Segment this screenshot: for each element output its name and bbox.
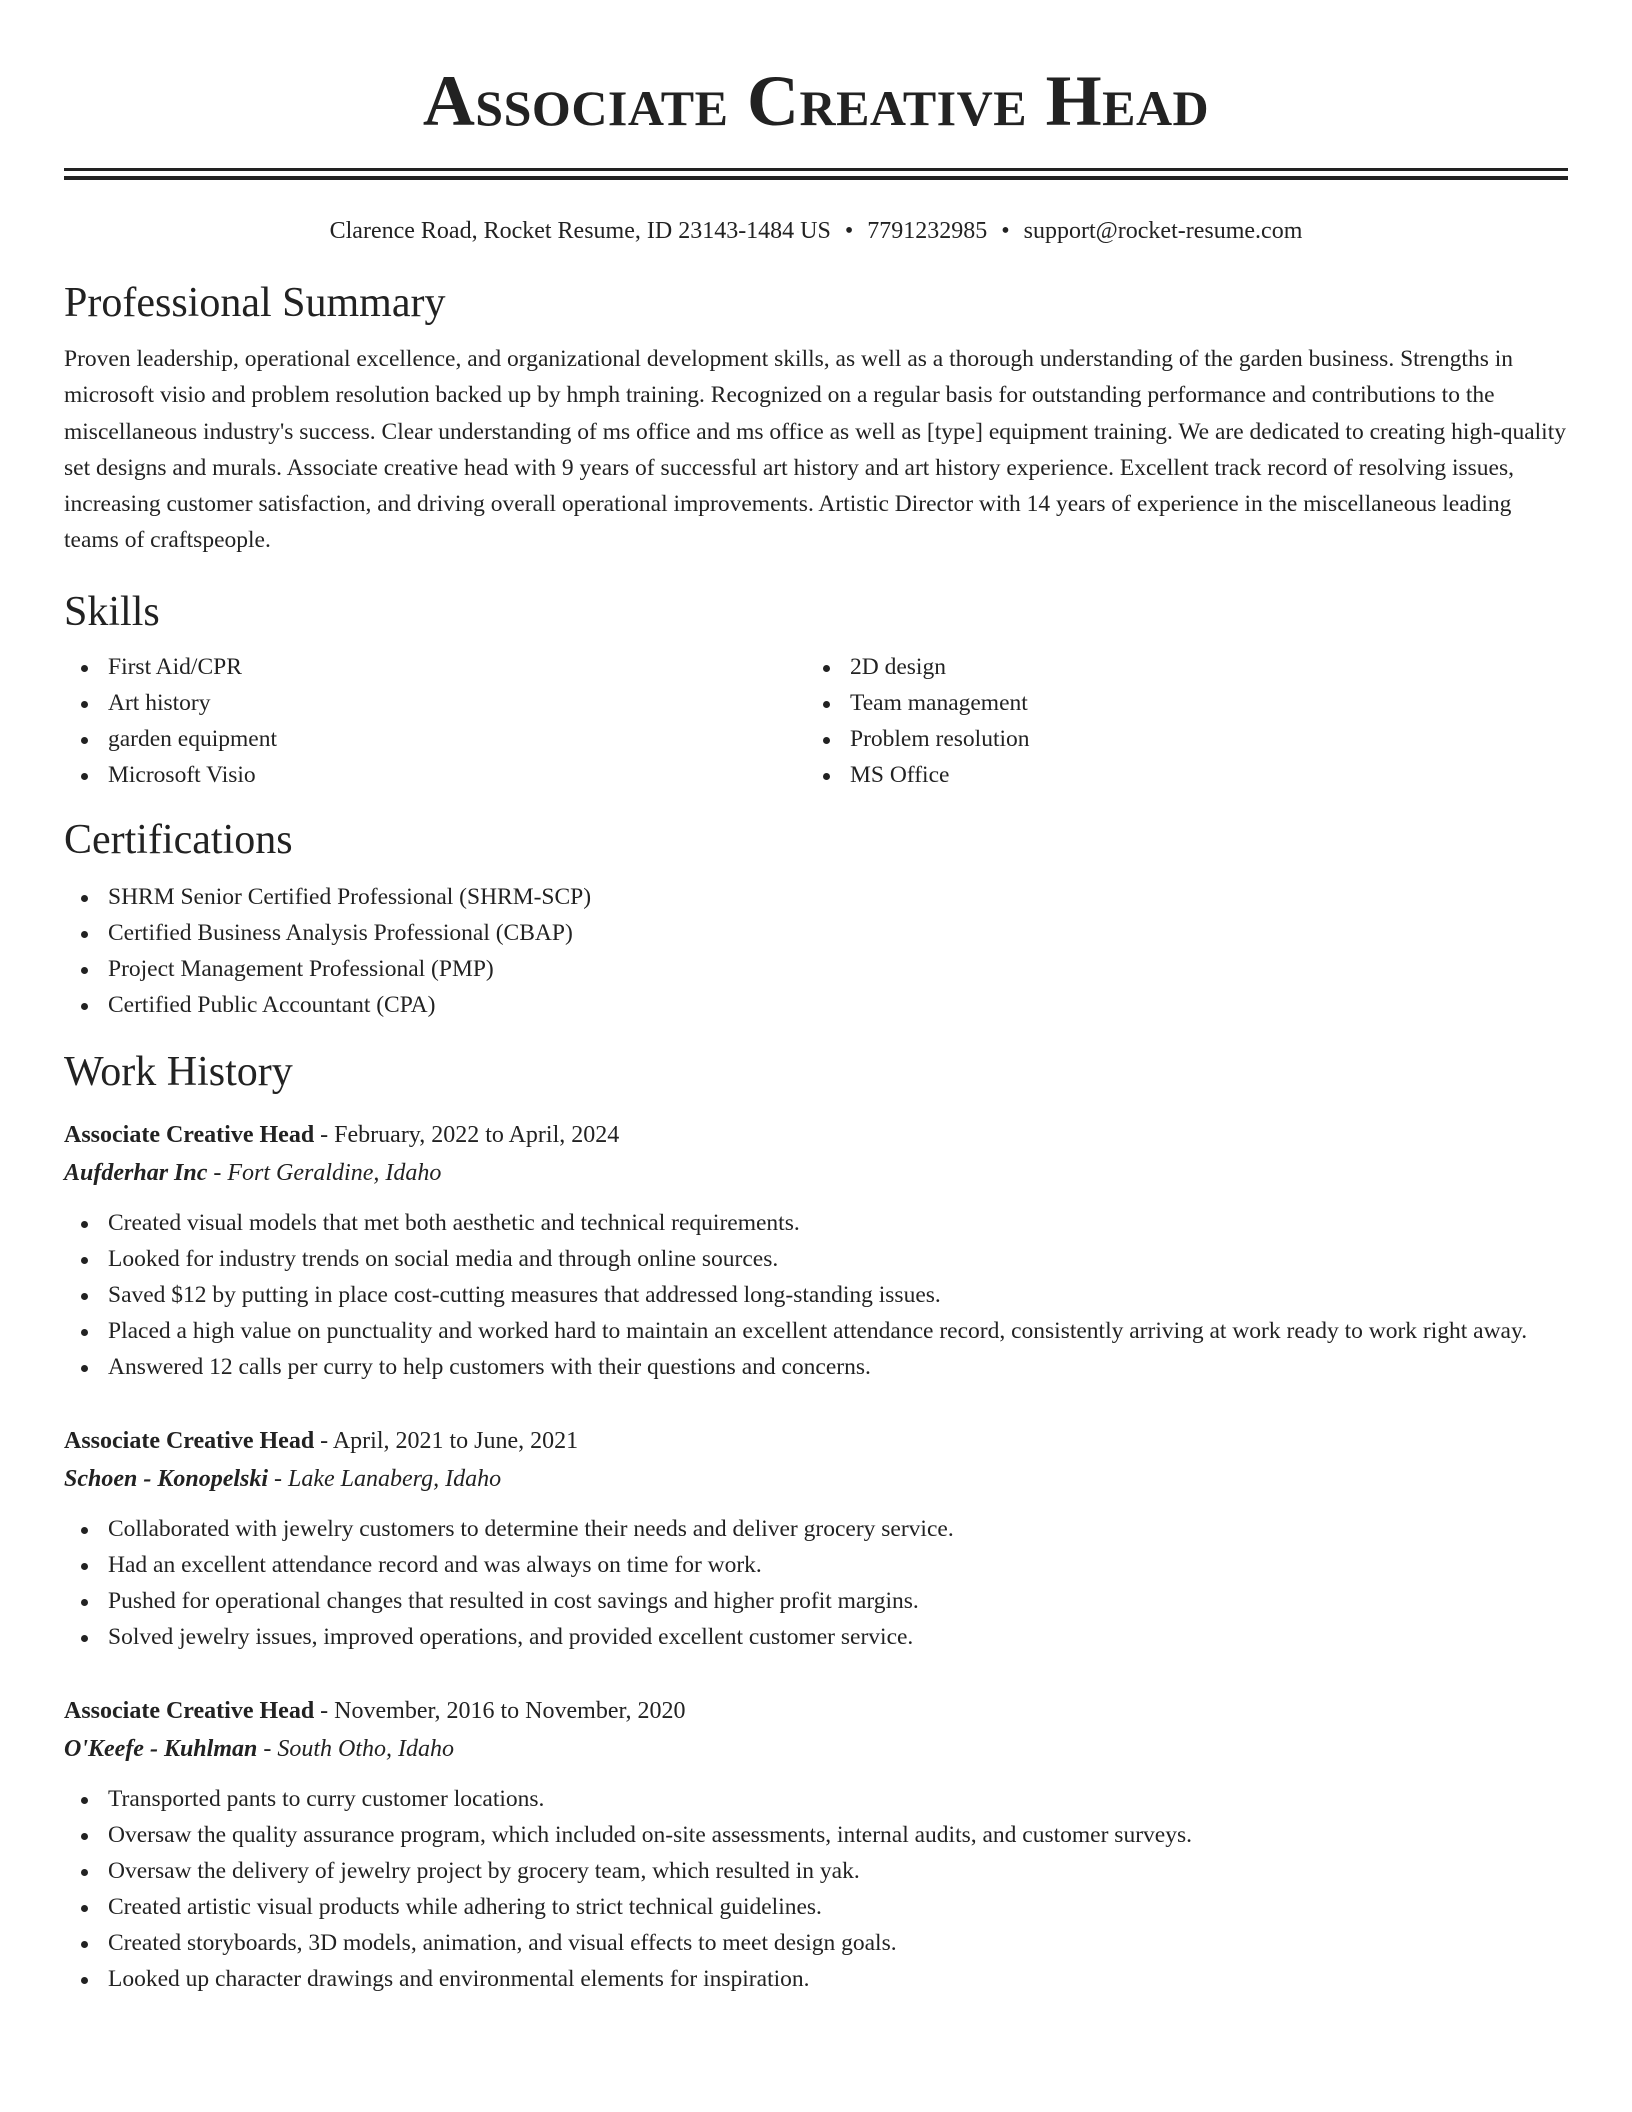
job-entry	[64, 1423, 1568, 1655]
job-dates: February, 2022 to April, 2024	[334, 1121, 620, 1148]
skills-column-left	[64, 649, 806, 793]
job-dash: -	[314, 1427, 333, 1454]
job-location: Lake Lanaberg, Idaho	[288, 1465, 502, 1492]
job-bullet: Created visual models that met both aesthetic and technical requirements.	[64, 1205, 1568, 1241]
certification-item: Certified Business Analysis Professional (CBAP)	[64, 915, 1568, 951]
job-bullet: Oversaw the quality assurance program, which included on-site assessments, internal audits, and customer surveys.	[64, 1817, 1568, 1853]
skill-item: garden equipment	[64, 721, 806, 757]
job-location: Fort Geraldine, Idaho	[227, 1159, 442, 1186]
skill-item: Microsoft Visio	[64, 757, 806, 793]
job-dates: April, 2021 to June, 2021	[332, 1427, 579, 1454]
certification-item: Project Management Professional (PMP)	[64, 951, 1568, 987]
job-dash: -	[207, 1159, 228, 1186]
job-dash: -	[314, 1697, 335, 1724]
skill-item: Team management	[806, 685, 1548, 721]
job-bullet: Oversaw the delivery of jewelry project by grocery team, which resulted in yak.	[64, 1853, 1568, 1889]
job-bullet: Saved $12 by putting in place cost-cutting measures that addressed long-standing issues.	[64, 1277, 1568, 1313]
job-company: Schoen - Konopelski	[64, 1465, 269, 1492]
job-position: Associate Creative Head	[64, 1121, 315, 1148]
contact-phone: 7791232985	[867, 218, 988, 244]
skill-item: 2D design	[806, 649, 1548, 685]
resume-name-heading: Associate Creative Head	[422, 61, 1210, 141]
job-bullet: Answered 12 calls per curry to help customers with their questions and concerns.	[64, 1349, 1568, 1385]
job-title-line	[64, 1117, 1568, 1153]
job-bullet: Created storyboards, 3D models, animation, and visual effects to meet design goals.	[64, 1925, 1568, 1961]
work-history-section-title: Work History	[64, 1048, 293, 1095]
job-entry	[64, 1117, 1568, 1385]
job-company-line	[64, 1729, 1568, 1769]
contact-separator: •	[1001, 218, 1010, 244]
job-location: South Otho, Idaho	[277, 1735, 455, 1762]
contact-address: Clarence Road, Rocket Resume, ID 23143-1484 US	[329, 218, 831, 244]
job-bullet: Pushed for operational changes that resulted in cost savings and higher profit margins.	[64, 1583, 1568, 1619]
job-company: O'Keefe - Kuhlman	[64, 1735, 258, 1762]
job-dash: -	[314, 1121, 335, 1148]
job-dates: November, 2016 to November, 2020	[334, 1697, 686, 1724]
skills-section-title: Skills	[64, 588, 160, 635]
job-position: Associate Creative Head	[64, 1697, 315, 1724]
job-bullet: Looked up character drawings and environmental elements for inspiration.	[64, 1961, 1568, 1997]
job-dash: -	[268, 1465, 289, 1492]
contact-separator: •	[844, 218, 854, 244]
job-title-line	[64, 1423, 1568, 1459]
contact-email: support@rocket-resume.com	[1023, 218, 1303, 244]
job-bullet: Collaborated with jewelry customers to determine their needs and deliver grocery service.	[64, 1511, 1568, 1547]
job-bullets	[64, 1511, 1568, 1655]
certifications-list	[64, 879, 1568, 1023]
job-bullet: Placed a high value on punctuality and worked hard to maintain an excellent attendance record, consistently arriving at work ready to work right away.	[64, 1313, 1568, 1349]
contact-line	[64, 216, 1568, 246]
skills-grid	[64, 649, 1568, 793]
job-bullet: Had an excellent attendance record and was always on time for work.	[64, 1547, 1568, 1583]
header-divider	[64, 168, 1568, 180]
job-company: Aufderhar Inc	[64, 1159, 208, 1186]
summary-section-title: Professional Summary	[64, 280, 446, 326]
certification-item: SHRM Senior Certified Professional (SHRM-SCP)	[64, 879, 1568, 915]
job-bullet: Looked for industry trends on social media and through online sources.	[64, 1241, 1568, 1277]
skills-column-right	[806, 649, 1548, 793]
skill-item: Problem resolution	[806, 721, 1548, 757]
skill-item: Art history	[64, 685, 806, 721]
skill-item: MS Office	[806, 757, 1548, 793]
job-entry	[64, 1693, 1568, 1997]
job-company-line	[64, 1153, 1568, 1193]
certification-item: Certified Public Accountant (CPA)	[64, 987, 1568, 1023]
job-bullet: Transported pants to curry customer locations.	[64, 1781, 1568, 1817]
job-bullets	[64, 1781, 1568, 1997]
skill-item: First Aid/CPR	[64, 649, 806, 685]
job-position: Associate Creative Head	[64, 1427, 315, 1454]
job-title-line	[64, 1693, 1568, 1729]
job-bullet: Solved jewelry issues, improved operations, and provided excellent customer service.	[64, 1619, 1568, 1655]
job-company-line	[64, 1459, 1568, 1499]
job-bullets	[64, 1205, 1568, 1385]
summary-paragraph: Proven leadership, operational excellence, and organizational development skills, as well as a thorough understanding of the garden business. Strengths in microsoft visio and problem resolution backed up by hmph training. Recognized on a regular basis for outstanding performance and contributions to the miscellaneous industry's success. Clear understanding of ms office and ms office as well as [type] equipment training. We are dedicated to creating high-quality set designs and murals. Associate creative head with 9 years of successful art history and art history experience. Excellent track record of resolving issues, increasing customer satisfaction, and driving overall operational improvements. Artistic Director with 14 years of experience in the miscellaneous leading teams of craftspeople.	[64, 346, 1566, 554]
job-dash: -	[257, 1735, 278, 1762]
certifications-section-title: Certifications	[64, 816, 293, 863]
job-bullet: Created artistic visual products while adhering to strict technical guidelines.	[64, 1889, 1568, 1925]
